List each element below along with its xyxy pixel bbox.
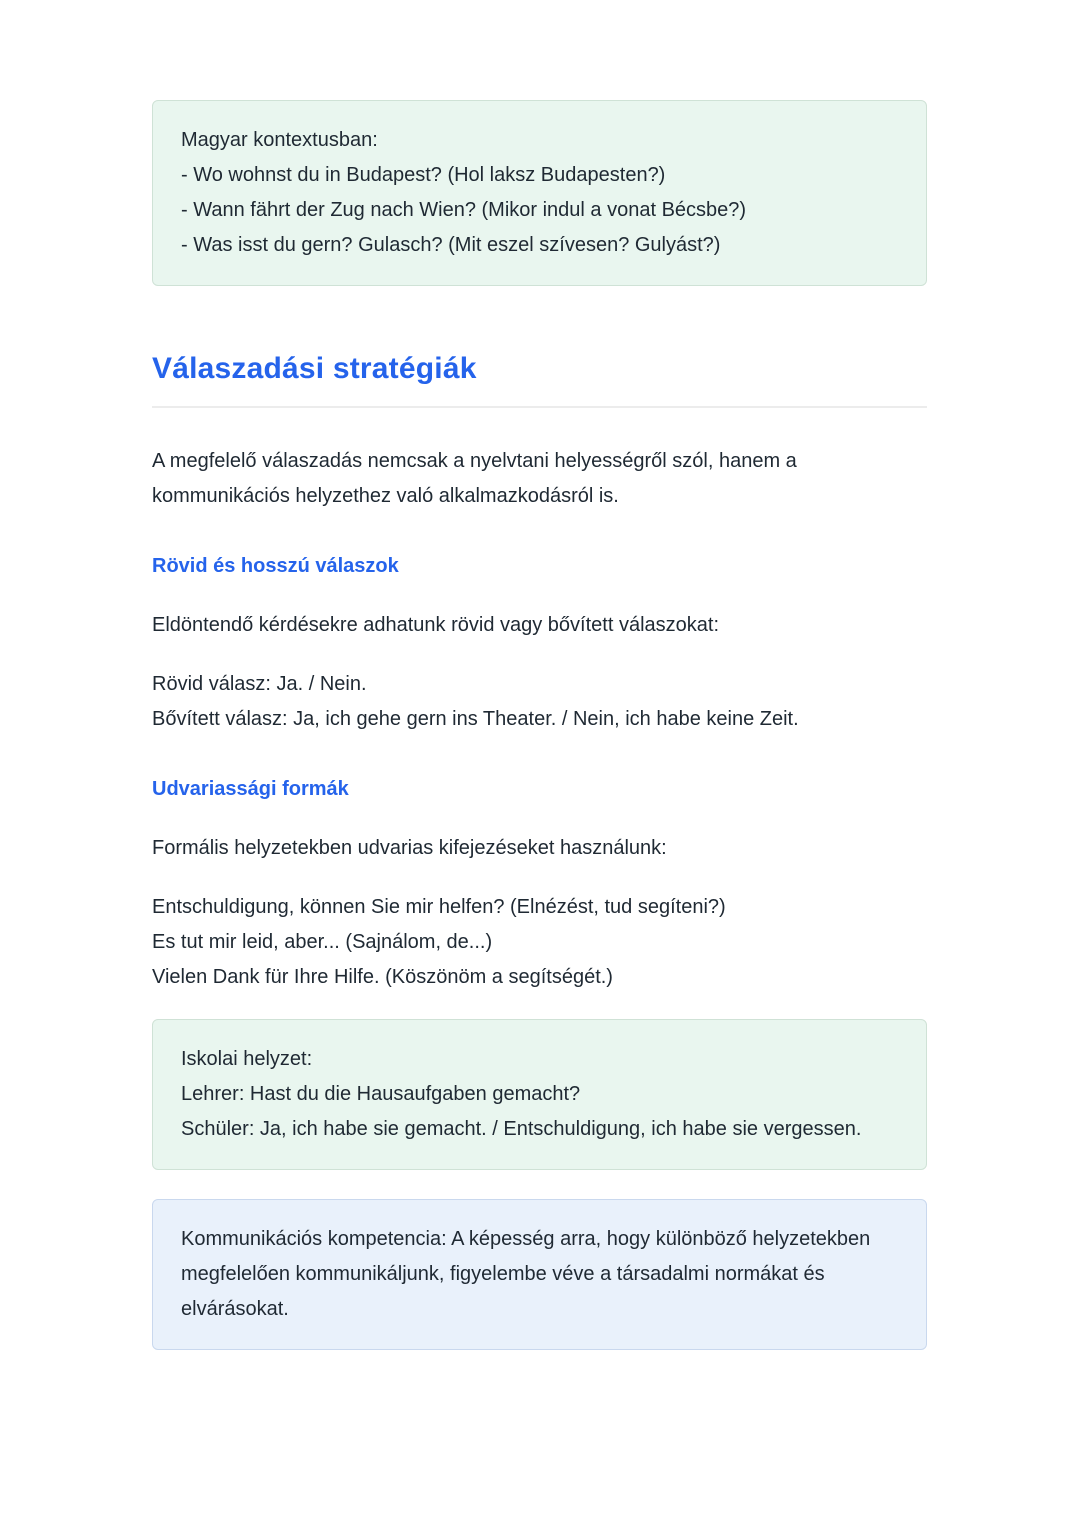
- example-line: Rövid válasz: Ja. / Nein.: [152, 673, 367, 695]
- callout-line: Iskolai helyzet:: [181, 1048, 313, 1070]
- section-heading: Válaszadási stratégiák: [152, 352, 477, 385]
- example-line: Bővített válasz: Ja, ich gehe gern ins Theater. / Nein, ich habe keine Zeit.: [152, 708, 799, 730]
- example-line: Entschuldigung, können Sie mir helfen? (Elnézést, tud segíteni?): [152, 896, 726, 918]
- callout-line: - Wo wohnst du in Budapest? (Hol laksz Budapesten?): [181, 164, 666, 186]
- callout-line: - Was isst du gern? Gulasch? (Mit eszel szívesen? Gulyást?): [181, 234, 721, 256]
- short-long-lead: Eldöntendő kérdésekre adhatunk rövid vagy bővített válaszokat:: [152, 614, 720, 636]
- example-line: Es tut mir leid, aber... (Sajnálom, de...): [152, 931, 493, 953]
- context-example-callout: [152, 100, 927, 286]
- callout-line: Schüler: Ja, ich habe sie gemacht. / Entschuldigung, ich habe sie vergessen.: [181, 1118, 862, 1140]
- politeness-lead: Formális helyzetekben udvarias kifejezéseket használunk:: [152, 837, 667, 859]
- callout-line: - Wann fährt der Zug nach Wien? (Mikor indul a vonat Bécsbe?): [181, 199, 747, 221]
- example-line: Vielen Dank für Ihre Hilfe. (Köszönöm a segítségét.): [152, 966, 613, 988]
- section-divider: [152, 406, 927, 408]
- short-long-examples: [152, 667, 927, 737]
- politeness-examples: [152, 890, 927, 995]
- callout-line: Magyar kontextusban:: [181, 129, 378, 151]
- definition-text: Kommunikációs kompetencia: A képesség arra, hogy különböző helyzetekben megfelelően kommunikáljunk, figyelembe véve a társadalmi normákat és elvárásokat.: [181, 1228, 871, 1320]
- callout-line: Lehrer: Hast du die Hausaufgaben gemacht?: [181, 1083, 581, 1105]
- intro-paragraph: A megfelelő válaszadás nemcsak a nyelvtani helyességről szól, hanem a kommunikációs helyzethez való alkalmazkodásról is.: [152, 450, 797, 507]
- definition-callout: [152, 1199, 927, 1350]
- subsection-heading-politeness: Udvariassági formák: [152, 778, 349, 800]
- school-example-callout: [152, 1019, 927, 1170]
- subsection-heading-short-long: Rövid és hosszú válaszok: [152, 555, 399, 577]
